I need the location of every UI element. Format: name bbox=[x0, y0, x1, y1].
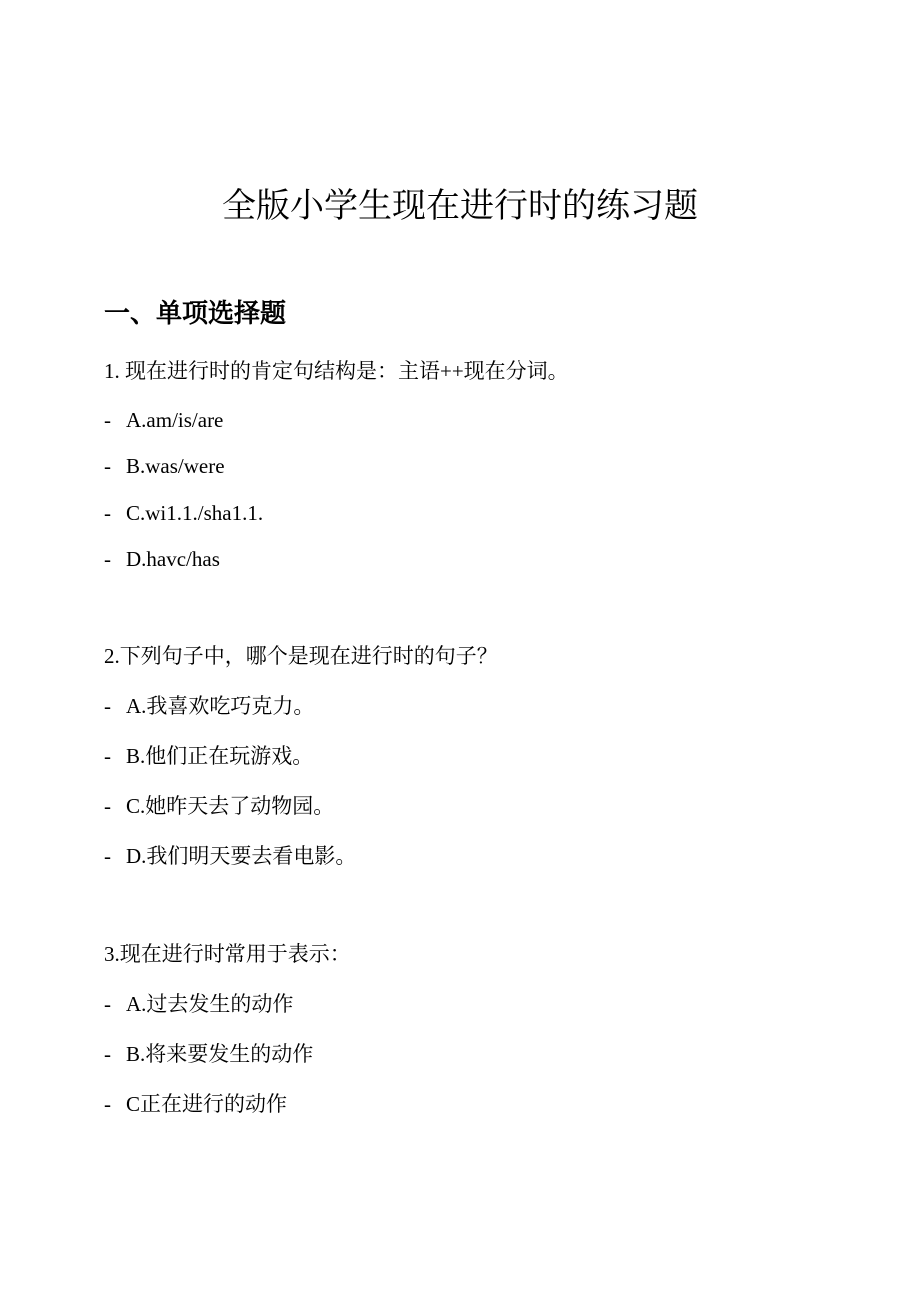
option-text: C正在进行的动作 bbox=[126, 1092, 288, 1116]
question-2-stem: 2.下列句子中，哪个是现在进行时的句子？ bbox=[104, 644, 498, 668]
option-text: A.am/is/are bbox=[126, 408, 224, 432]
question-3-stem: 3.现在进行时常用于表示： bbox=[104, 942, 351, 966]
question-3-option-a bbox=[104, 988, 293, 1020]
option-dash: - bbox=[104, 744, 111, 768]
option-text: D.havc/has bbox=[126, 547, 220, 571]
option-dash: - bbox=[104, 992, 111, 1016]
option-dash: - bbox=[104, 454, 111, 478]
question-2-option-c bbox=[104, 790, 334, 822]
option-text: C.wi1.1./sha1.1. bbox=[126, 501, 264, 525]
option-dash: - bbox=[104, 794, 111, 818]
question-1-stem: 1. 现在进行时的肯定句结构是：主语++现在分词。 bbox=[104, 359, 569, 383]
option-text: A.过去发生的动作 bbox=[126, 992, 294, 1016]
section-heading: 一、单项选择题 bbox=[104, 299, 287, 329]
option-dash: - bbox=[104, 408, 111, 432]
option-dash: - bbox=[104, 547, 111, 571]
option-dash: - bbox=[104, 844, 111, 868]
question-1-option-b bbox=[104, 450, 225, 482]
option-dash: - bbox=[104, 1092, 111, 1116]
option-text: D.我们明天要去看电影。 bbox=[126, 844, 357, 868]
question-2-option-a bbox=[104, 690, 314, 722]
option-text: C.她昨天去了动物园。 bbox=[126, 794, 335, 818]
option-dash: - bbox=[104, 694, 111, 718]
option-text: B.他们正在玩游戏。 bbox=[126, 744, 314, 768]
question-2-option-d bbox=[104, 840, 356, 872]
option-text: A.我喜欢吃巧克力。 bbox=[126, 694, 315, 718]
question-3-option-c bbox=[104, 1088, 287, 1120]
question-2-option-b bbox=[104, 740, 313, 772]
question-1-option-a bbox=[104, 404, 223, 436]
question-1-option-c bbox=[104, 497, 263, 529]
option-dash: - bbox=[104, 501, 111, 525]
document-title: 全版小学生现在进行时的练习题 bbox=[222, 186, 698, 226]
question-1-option-d bbox=[104, 543, 220, 575]
question-3-option-b bbox=[104, 1038, 313, 1070]
option-text: B.将来要发生的动作 bbox=[126, 1042, 314, 1066]
option-text: B.was/were bbox=[126, 454, 225, 478]
option-dash: - bbox=[104, 1042, 111, 1066]
